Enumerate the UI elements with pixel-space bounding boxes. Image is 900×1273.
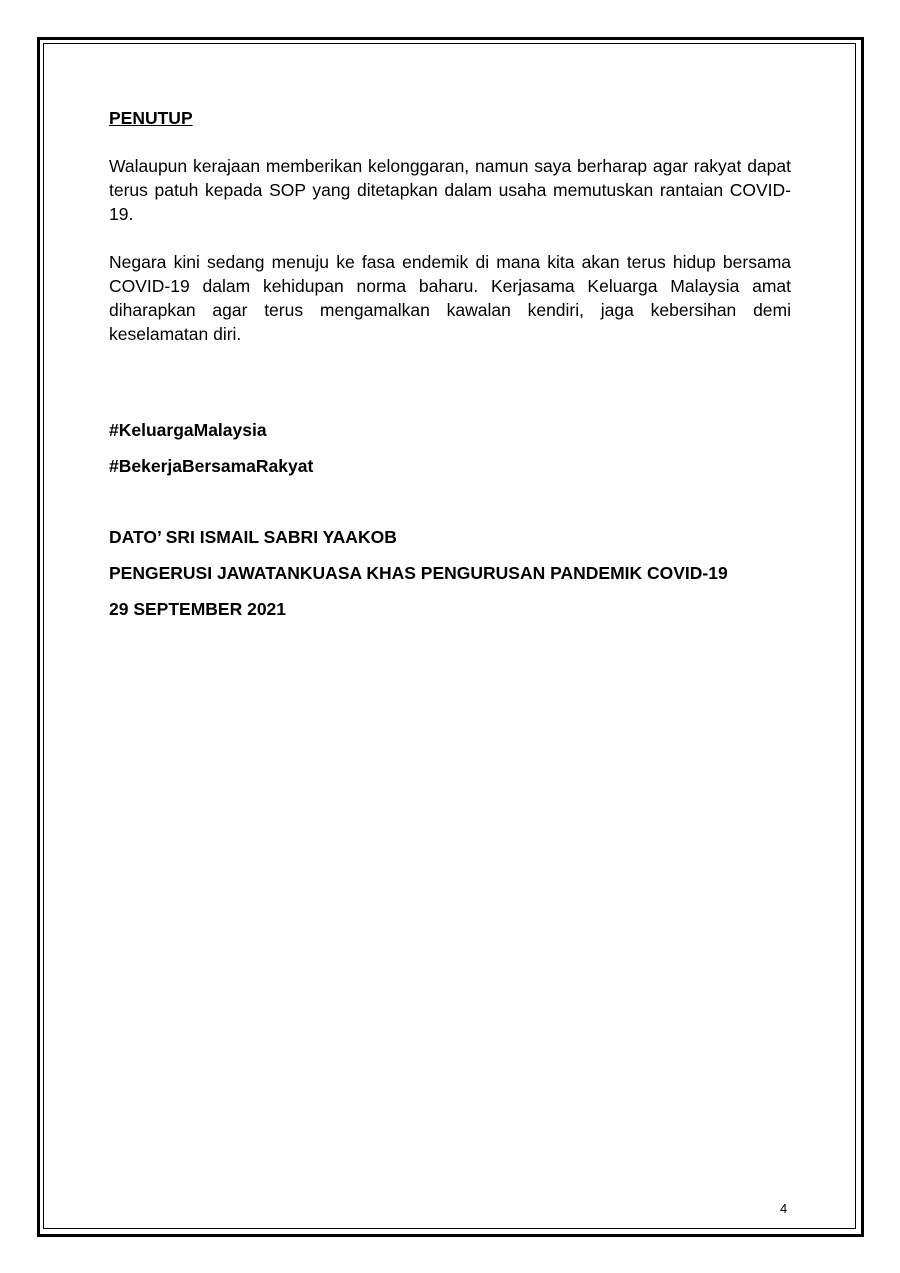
paragraph: Walaupun kerajaan memberikan kelonggaran, namun saya berharap agar rakyat dapat terus patuh kepada SOP yang ditetapkan dalam usaha memutuskan rantaian COVID-19. — [109, 156, 791, 224]
signature-date: 29 SEPTEMBER 2021 — [109, 599, 287, 619]
document-body — [109, 106, 791, 621]
page-number: 4 — [780, 1201, 788, 1216]
section-heading: PENUTUP — [109, 108, 193, 128]
paragraph: Negara kini sedang menuju ke fasa endemik di mana kita akan terus hidup bersama COVID-19 dalam kehidupan norma baharu. Kerjasama Keluarga Malaysia amat diharapkan agar terus mengamalkan kawalan kendiri, jaga kebersihan demi keselamatan diri. — [109, 252, 791, 344]
hashtag: #KeluargaMalaysia — [109, 420, 267, 440]
signatory-title: PENGERUSI JAWATANKUASA KHAS PENGURUSAN PANDEMIK COVID-19 — [109, 563, 728, 583]
signatory-name: DATO’ SRI ISMAIL SABRI YAAKOB — [109, 527, 397, 547]
hashtag: #BekerjaBersamaRakyat — [109, 456, 314, 476]
